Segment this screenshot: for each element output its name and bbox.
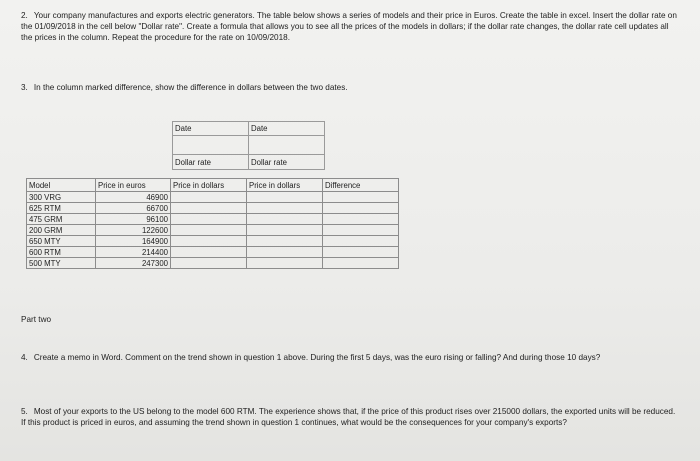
euro-price-cell: 214400 <box>96 247 171 258</box>
model-cell: 500 MTY <box>27 258 96 269</box>
empty-cell <box>247 247 323 258</box>
question-5-number: 5. <box>21 407 28 416</box>
question-4 <box>21 352 671 363</box>
model-cell: 300 VRG <box>27 192 96 203</box>
question-3 <box>21 82 521 93</box>
model-cell: 625 RTM <box>27 203 96 214</box>
table-row <box>27 203 399 214</box>
empty-cell <box>247 258 323 269</box>
question-2-number: 2. <box>21 11 28 20</box>
euro-price-cell: 164900 <box>96 236 171 247</box>
empty-cell <box>171 247 247 258</box>
header-price-euros: Price in euros <box>96 179 171 192</box>
empty-cell <box>323 203 399 214</box>
euro-price-cell: 247300 <box>96 258 171 269</box>
date-cell-2: Date <box>249 122 325 136</box>
header-difference: Difference <box>323 179 399 192</box>
empty-cell <box>247 203 323 214</box>
table-row <box>27 225 399 236</box>
date-value-cell-2 <box>249 136 325 155</box>
model-cell: 200 GRM <box>27 225 96 236</box>
table-row <box>27 192 399 203</box>
euro-price-cell: 66700 <box>96 203 171 214</box>
table-row <box>27 236 399 247</box>
date-cell-1: Date <box>173 122 249 136</box>
question-5 <box>21 406 681 428</box>
date-value-cell-1 <box>173 136 249 155</box>
header-model: Model <box>27 179 96 192</box>
question-2-text: Your company manufactures and exports electric generators. The table below shows a series of models and their price in Euros. Create the table in excel. Insert the dollar rate on the 01/09/2018 in the cell below "Dollar rate". Create a formula that allows you to see all the prices of the models in dollars; if the dollar rate changes, the dollar rate cell updates all the prices in the column. Repeat the procedure for the rate on 10/09/2018. <box>21 11 677 42</box>
empty-cell <box>247 214 323 225</box>
empty-cell <box>323 225 399 236</box>
empty-cell <box>171 203 247 214</box>
model-cell: 600 RTM <box>27 247 96 258</box>
dollar-rate-cell-1: Dollar rate <box>173 155 249 170</box>
question-5-text: Most of your exports to the US belong to the model 600 RTM. The experience shows that, if the price of this product rises over 215000 dollars, the exported units will be reduced. If this product is priced in euros, and assuming the trend shown in question 1 continues, what would be the consequences for your company's exports? <box>21 407 676 427</box>
empty-cell <box>247 236 323 247</box>
empty-cell <box>171 225 247 236</box>
empty-cell <box>323 258 399 269</box>
euro-price-cell: 46900 <box>96 192 171 203</box>
table-row <box>27 258 399 269</box>
empty-cell <box>171 192 247 203</box>
empty-cell <box>171 258 247 269</box>
part-two-heading: Part two <box>21 315 52 324</box>
header-price-dollars-2: Price in dollars <box>247 179 323 192</box>
empty-cell <box>323 214 399 225</box>
question-3-number: 3. <box>21 83 28 92</box>
empty-cell <box>323 236 399 247</box>
empty-cell <box>323 247 399 258</box>
empty-cell <box>171 214 247 225</box>
euro-price-cell: 96100 <box>96 214 171 225</box>
table-row <box>27 247 399 258</box>
header-price-dollars-1: Price in dollars <box>171 179 247 192</box>
question-2 <box>21 10 681 43</box>
question-4-text: Create a memo in Word. Comment on the trend shown in question 1 above. During the first 5 days, was the euro rising or falling? And during those 10 days? <box>33 353 601 362</box>
table-row <box>27 214 399 225</box>
empty-cell <box>247 225 323 236</box>
models-price-table <box>26 178 399 269</box>
question-3-text: In the column marked difference, show the difference in dollars between the two dates. <box>33 83 348 92</box>
date-rate-table <box>172 121 325 170</box>
empty-cell <box>171 236 247 247</box>
model-cell: 650 MTY <box>27 236 96 247</box>
question-4-number: 4. <box>21 353 28 362</box>
empty-cell <box>323 192 399 203</box>
euro-price-cell: 122600 <box>96 225 171 236</box>
dollar-rate-cell-2: Dollar rate <box>249 155 325 170</box>
model-cell: 475 GRM <box>27 214 96 225</box>
empty-cell <box>247 192 323 203</box>
table-header-row <box>27 179 399 192</box>
